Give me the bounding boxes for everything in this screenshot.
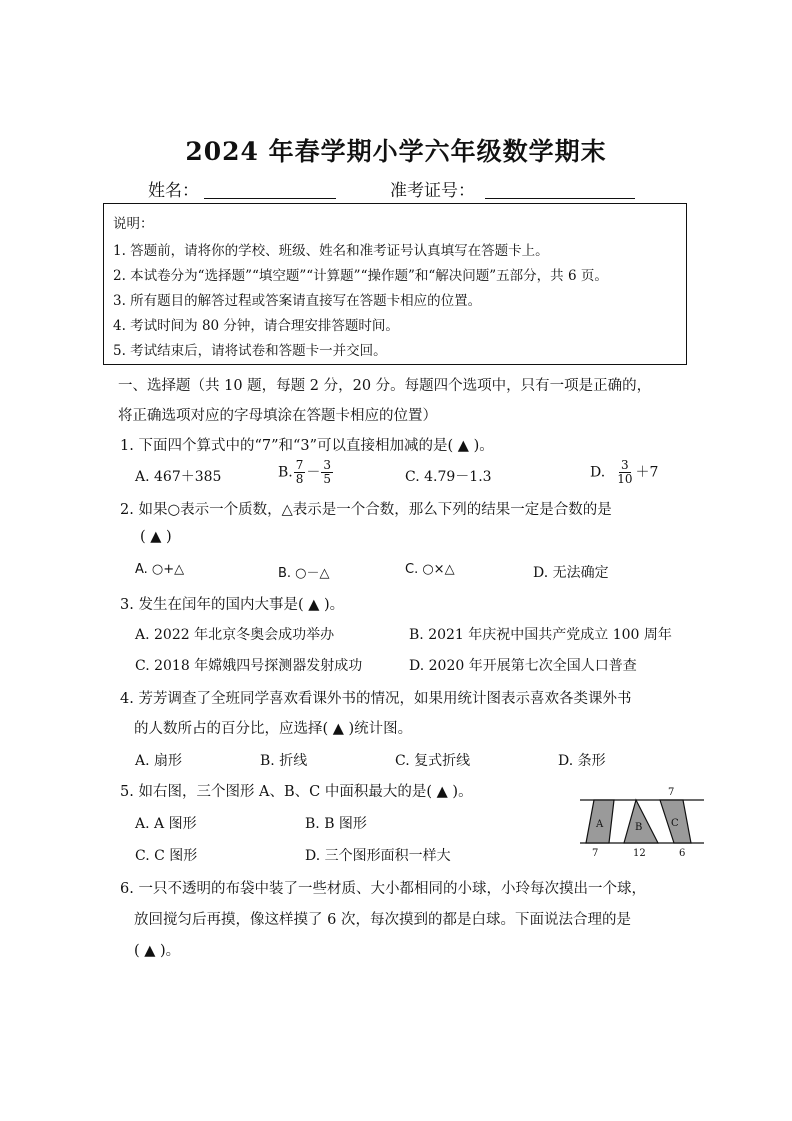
shape-a-label: A bbox=[596, 819, 604, 830]
section-heading: 一、选择题（共 10 题，每题 2 分，20 分。每题四个选项中，只有一项是正确的， bbox=[118, 378, 652, 394]
shape-c-label: C bbox=[671, 818, 679, 829]
exam-id-label: 准考证号： bbox=[390, 181, 475, 201]
q1-b-frac2-num: 3 bbox=[323, 458, 332, 472]
q4-option-c: C. 复式折线 bbox=[395, 753, 471, 769]
question-6-cont: 放回搅匀后再摸，像这样摸了 6 次，每次摸到的都是白球。下面说法合理的是 bbox=[134, 912, 631, 928]
q2-option-b: B. ○－△ bbox=[278, 566, 330, 581]
q1-b-operator: － bbox=[306, 464, 321, 481]
q1-d-frac-num: 3 bbox=[621, 458, 629, 472]
q4-option-d: D. 条形 bbox=[558, 753, 606, 769]
q4-option-a: A. 扇形 bbox=[135, 753, 183, 769]
q2-option-a: A. ○+△ bbox=[135, 562, 185, 577]
q1-d-frac-den: 10 bbox=[617, 472, 633, 486]
question-6: 6. 一只不透明的布袋中装了一些材质、大小都相同的小球，小玲每次摸出一个球， bbox=[120, 881, 646, 897]
instructions-box bbox=[103, 203, 687, 365]
q5-option-d: D. 三个图形面积一样大 bbox=[305, 848, 451, 864]
bottom-left-length-label: 7 bbox=[592, 848, 599, 859]
top-length-label: 7 bbox=[668, 787, 675, 798]
question-6-blank: ( ▲ )。 bbox=[134, 943, 181, 959]
q3-option-d: D. 2020 年开展第七次全国人口普查 bbox=[409, 658, 637, 674]
q3-option-b: B. 2021 年庆祝中国共产党成立 100 周年 bbox=[409, 627, 672, 643]
question-2: 2. 如果○表示一个质数，△表示是一个合数，那么下列的结果一定是合数的是 bbox=[120, 502, 612, 518]
q1-option-d-prefix: D. bbox=[590, 464, 606, 481]
name-label: 姓名： bbox=[148, 181, 199, 201]
page-title: 2024 年春学期小学六年级数学期末 bbox=[185, 137, 607, 166]
q1-option-b-prefix: B. bbox=[278, 464, 293, 481]
shape-b-label: B bbox=[635, 822, 643, 833]
question-1: 1. 下面四个算式中的“7”和“3”可以直接相加减的是( ▲ )。 bbox=[120, 438, 494, 454]
q1-option-d bbox=[590, 459, 658, 486]
q5-option-b: B. B 图形 bbox=[305, 816, 367, 832]
q2-answer-blank: ( ▲ ) bbox=[140, 529, 172, 545]
q5-parallel-lines-figure bbox=[576, 784, 706, 864]
q5-option-a: A. A 图形 bbox=[135, 816, 197, 832]
question-4-cont: 的人数所占的百分比，应选择( ▲ )统计图。 bbox=[134, 721, 413, 737]
instruction-item: 4. 考试时间为 80 分钟，请合理安排答题时间。 bbox=[113, 318, 399, 334]
q2-option-d: D. 无法确定 bbox=[533, 565, 609, 581]
q1-b-frac2-den: 5 bbox=[323, 472, 332, 486]
q3-option-c: C. 2018 年嫦娥四号探测器发射成功 bbox=[135, 658, 363, 674]
q1-d-suffix: ＋7 bbox=[635, 464, 659, 481]
bottom-mid-length-label: 12 bbox=[633, 848, 646, 859]
exam-id-blank bbox=[485, 198, 635, 199]
instruction-item: 5. 考试结束后，请将试卷和答题卡一并交回。 bbox=[113, 343, 387, 359]
q1-option-c: C. 4.79－1.3 bbox=[405, 469, 492, 485]
q1-b-frac1-num: 7 bbox=[295, 458, 304, 472]
question-3: 3. 发生在闰年的国内大事是( ▲ )。 bbox=[120, 597, 345, 613]
q1-option-a: A. 467＋385 bbox=[135, 469, 222, 485]
section-heading-cont: 将正确选项对应的字母填涂在答题卡相应的位置） bbox=[118, 408, 437, 424]
question-4: 4. 芳芳调查了全班同学喜欢看课外书的情况，如果用统计图表示喜欢各类课外书 bbox=[120, 691, 632, 707]
q3-option-a: A. 2022 年北京冬奥会成功举办 bbox=[135, 627, 335, 643]
q2-option-c: C. ○×△ bbox=[405, 562, 455, 577]
name-blank bbox=[204, 198, 336, 199]
q4-option-b: B. 折线 bbox=[260, 753, 308, 769]
instructions-heading: 说明： bbox=[113, 216, 154, 232]
instruction-item: 3. 所有题目的解答过程或答案请直接写在答题卡相应的位置。 bbox=[113, 293, 482, 309]
q1-option-b bbox=[278, 459, 334, 486]
bottom-right-length-label: 6 bbox=[679, 848, 686, 859]
question-5: 5. 如右图，三个图形 A、B、C 中面积最大的是( ▲ )。 bbox=[120, 784, 473, 800]
instruction-item: 1. 答题前，请将你的学校、班级、姓名和准考证号认真填写在答题卡上。 bbox=[113, 243, 549, 259]
q5-option-c: C. C 图形 bbox=[135, 848, 198, 864]
instruction-item: 2. 本试卷分为“选择题”“填空题”“计算题”“操作题”和“解决问题”五部分，共 6 页。 bbox=[113, 268, 608, 284]
q1-b-frac1-den: 8 bbox=[295, 472, 304, 486]
